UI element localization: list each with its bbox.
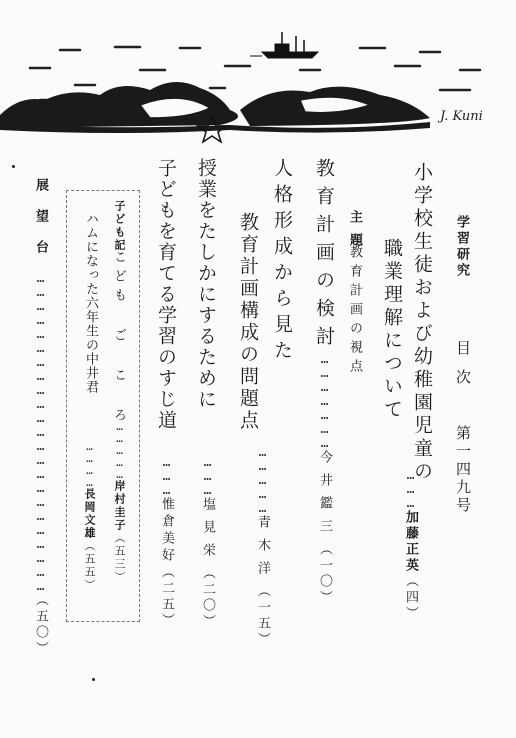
leader-dots: …………… — [255, 445, 270, 515]
article-2-page: （一〇） — [317, 542, 332, 606]
kodomo-item-2-title: ハムになった六年生の中井君 — [83, 212, 98, 394]
print-speck — [12, 165, 15, 168]
article-1-entry — [404, 468, 417, 622]
kodomo-item-1-entry — [114, 420, 125, 584]
leader-dots: …………………………………………………………… — [33, 271, 48, 593]
kodomo-item-1-author: 岸村圭子 — [113, 480, 126, 532]
series-title: 学習研究 — [454, 215, 469, 279]
article-5-title: 子どもを育てる学習のすじ道 — [155, 158, 177, 431]
article-5-page: （二五） — [159, 565, 174, 629]
toc-label: 目次 — [454, 340, 472, 398]
article-4-entry — [201, 455, 214, 630]
article-2-author: 今井鑑三 — [317, 450, 332, 542]
article-1-title-line1: 小学校生徒および幼稚園児童の — [411, 162, 433, 484]
article-3-title: 人格形成から見た — [271, 158, 293, 366]
article-5-entry — [160, 455, 173, 629]
kodomo-ki-label: 子ども記 — [113, 200, 126, 252]
article-2-entry — [318, 352, 331, 606]
article-1-page: （四） — [403, 574, 418, 622]
leader-dots: ……… — [200, 455, 215, 497]
tenbou-page: （五〇） — [33, 593, 48, 657]
leader-dots: ……… — [403, 468, 418, 510]
leader-dots: ……… — [159, 455, 174, 497]
article-5-author: 惟倉美好 — [159, 497, 174, 565]
kodomo-item-1-title: こども ご こ ろ — [111, 250, 126, 427]
article-3-entry — [256, 445, 269, 648]
ship-icon — [250, 32, 318, 58]
leader-dots: …………… — [113, 420, 126, 480]
article-1-title-line2: 職業理解について — [381, 238, 403, 422]
article-1-author: 加藤正英 — [403, 510, 418, 574]
article-3-author: 青木洋 — [255, 515, 270, 584]
theme-label: 主題 — [347, 210, 362, 256]
kodomo-item-2-entry — [84, 440, 95, 592]
kodomo-item-2-page: （五五） — [83, 540, 96, 592]
leader-dots: ………… — [83, 440, 96, 488]
kodomo-ki-box — [66, 190, 140, 622]
artist-signature: J. Kuni — [440, 109, 483, 124]
kodomo-item-1-page: （五三） — [113, 532, 126, 584]
article-4-page: （二〇） — [200, 566, 215, 630]
article-4-title: 授業をたしかにするために — [195, 158, 217, 410]
tenbou-title: 展望台 — [33, 178, 48, 271]
print-speck — [92, 678, 95, 681]
article-3-subtitle: 教育計画構成の問題点 — [237, 212, 259, 432]
article-4-author: 塩見栄 — [200, 497, 215, 566]
article-2-title: 教育計画の検討 — [313, 158, 335, 354]
article-3-page: （一五） — [255, 584, 270, 648]
wave-strokes — [30, 47, 480, 100]
tenbou-entry — [34, 178, 47, 657]
theme-subtitle: 教育計画の視点 — [347, 245, 362, 378]
seascape-illustration — [0, 0, 516, 150]
leader-dots: ………………… — [317, 352, 332, 450]
kodomo-item-2-author: 長岡文雄 — [83, 488, 96, 540]
issue-number: 第一四九号 — [454, 425, 472, 515]
